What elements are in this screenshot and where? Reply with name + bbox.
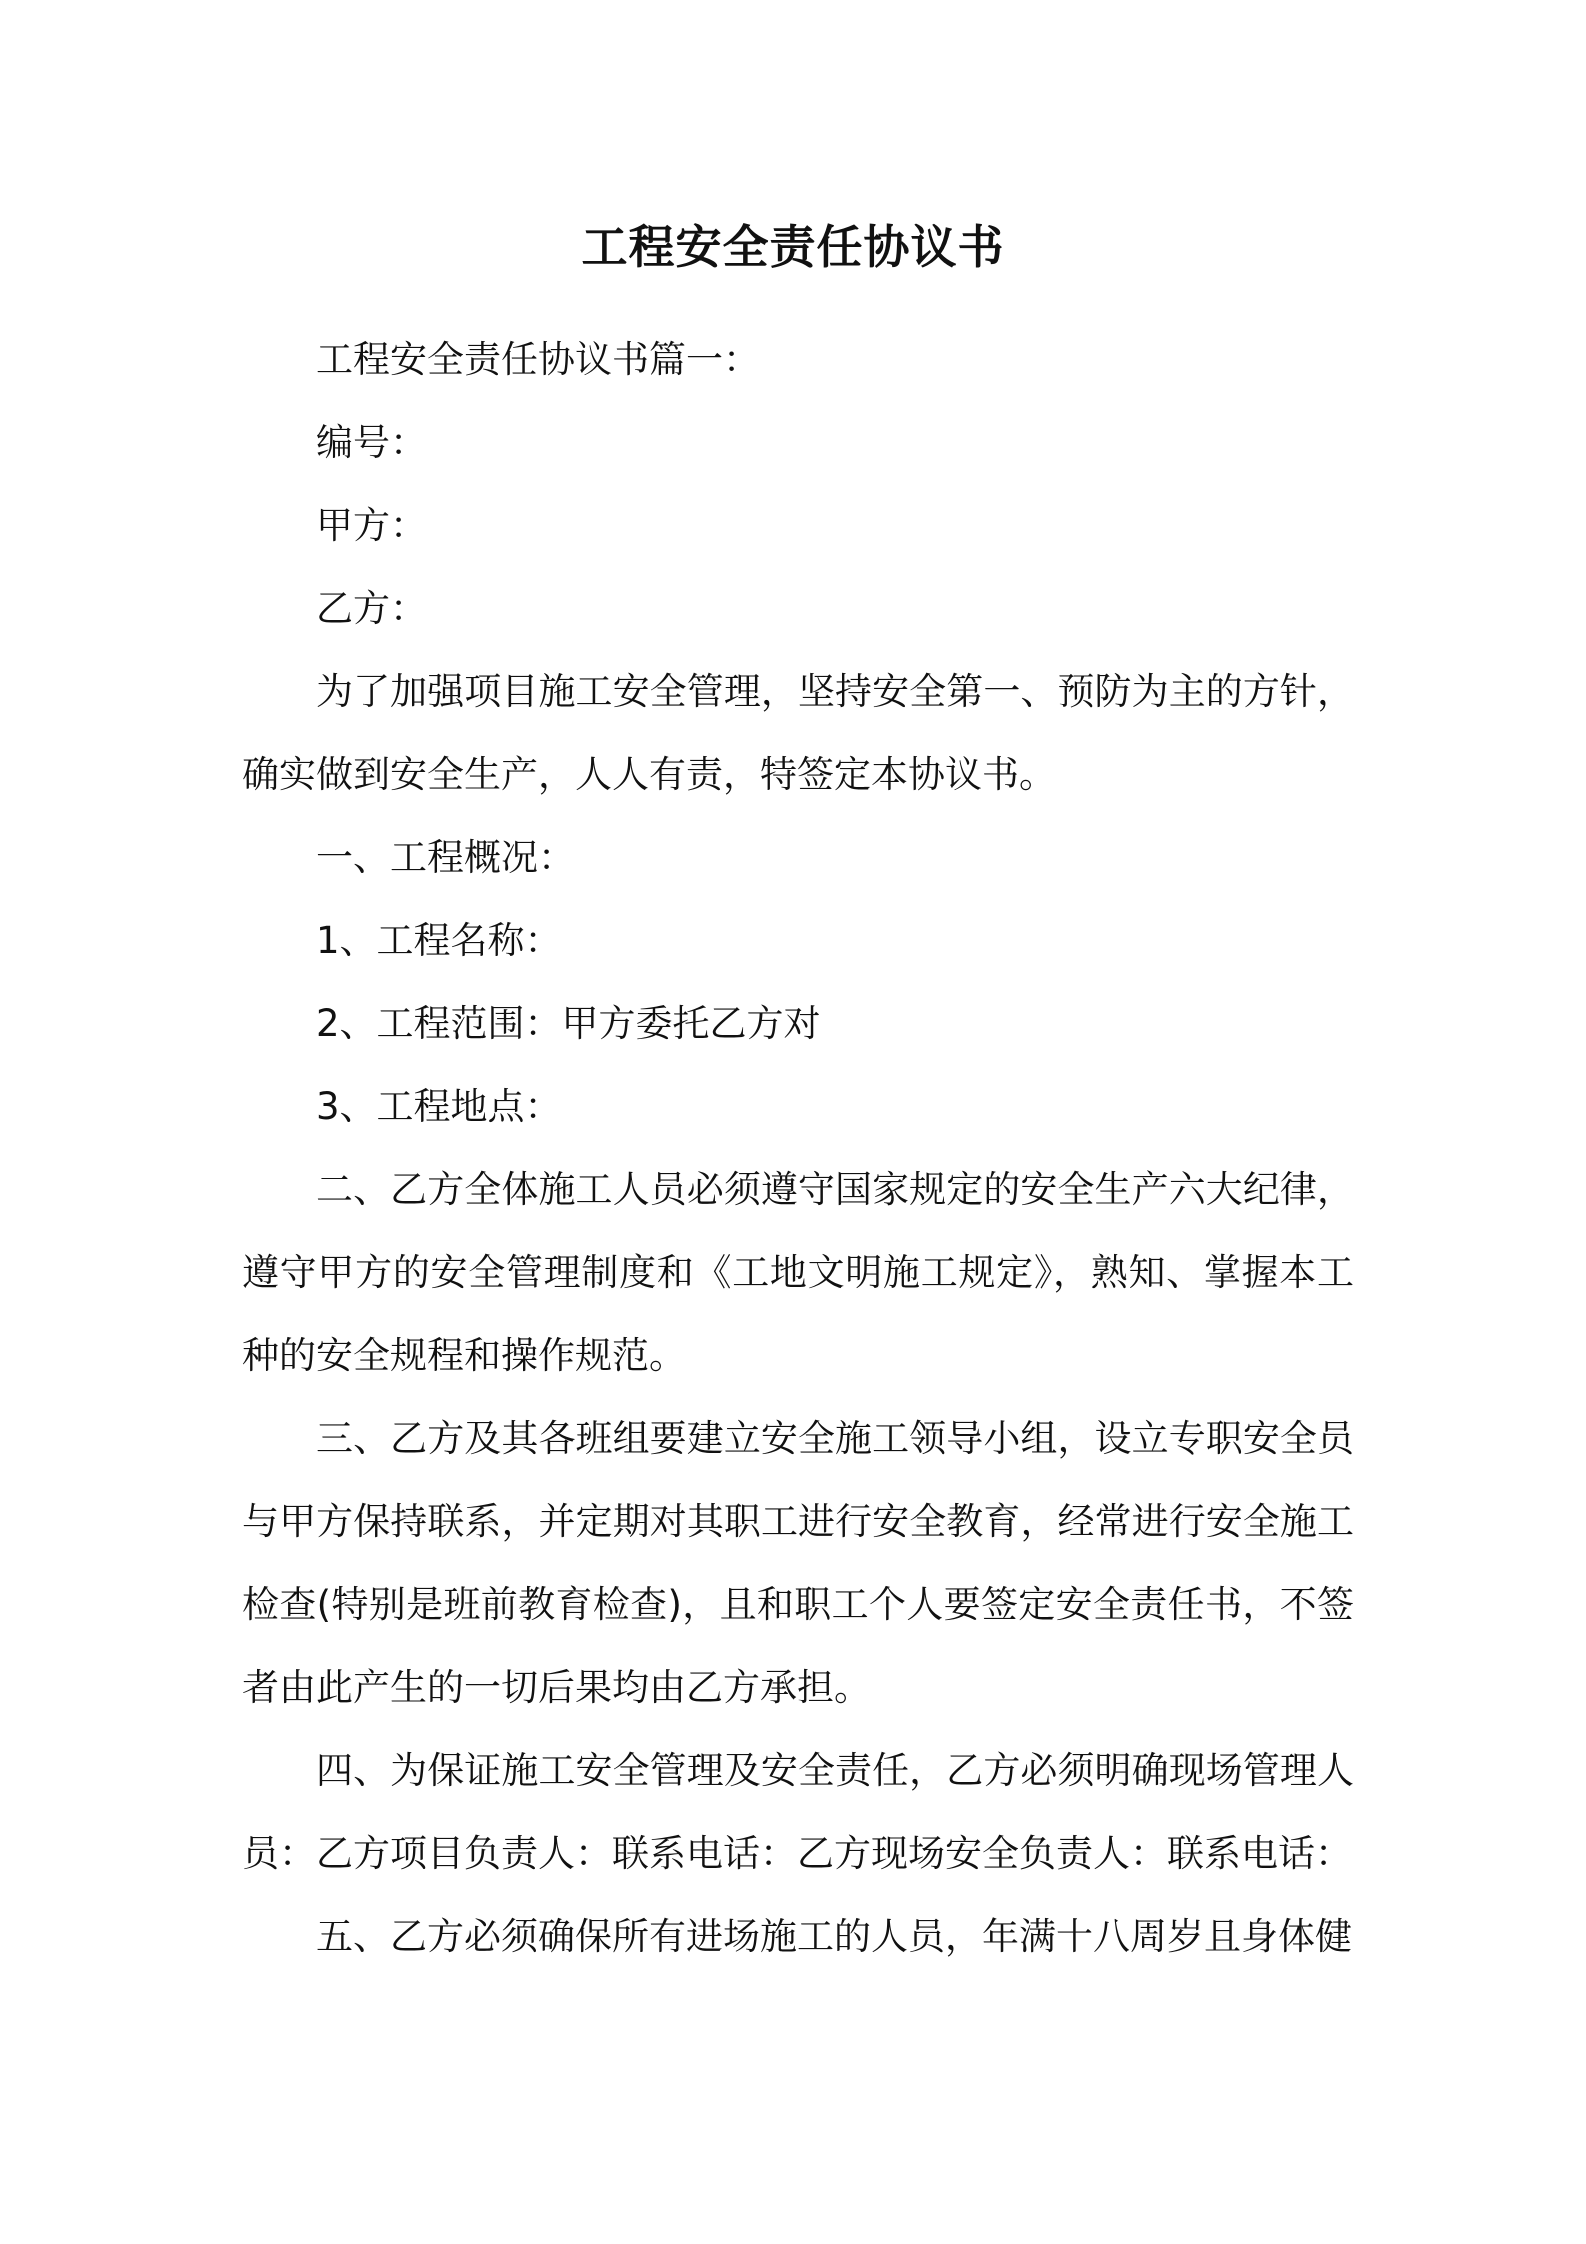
clause-1-project-scope: 2、工程范围：甲方委托乙方对 (316, 1002, 821, 1045)
clause-3-paragraph: 三、乙方及其各班组要建立安全施工领导小组，设立专职安全员与甲方保持联系，并定期对其职工进行安全教育，经常进行安全施工检查(特别是班前教育检查)，且和职工个人要签定安全责任书，不签者由此产生的一切后果均由乙方承担。 (242, 1417, 1354, 1709)
clause-5-paragraph: 五、乙方必须确保所有进场施工的人员，年满十八周岁且身体健 (316, 1915, 1352, 1958)
clause-1-project-location: 3、工程地点： (316, 1085, 562, 1128)
field-party-b: 乙方： (316, 587, 427, 630)
clause-1-heading: 一、工程概况： (316, 836, 575, 879)
section-heading: 工程安全责任协议书篇一： (316, 338, 760, 381)
document-title: 工程安全责任协议书 (581, 220, 1005, 274)
clause-4-paragraph: 四、为保证施工安全管理及安全责任，乙方必须明确现场管理人员：乙方项目负责人：联系电话：乙方现场安全负责人：联系电话： (242, 1749, 1354, 1875)
field-party-a: 甲方： (316, 504, 427, 547)
clause-1-project-name: 1、工程名称： (316, 919, 562, 962)
document-body (242, 318, 1354, 1978)
clause-2-paragraph: 二、乙方全体施工人员必须遵守国家规定的安全生产六大纪律，遵守甲方的安全管理制度和《工地文明施工规定》，熟知、掌握本工种的安全规程和操作规范。 (242, 1168, 1354, 1377)
preamble-paragraph: 为了加强项目施工安全管理，坚持安全第一、预防为主的方针，确实做到安全生产，人人有责，特签定本协议书。 (242, 670, 1354, 796)
field-number: 编号： (316, 421, 427, 464)
